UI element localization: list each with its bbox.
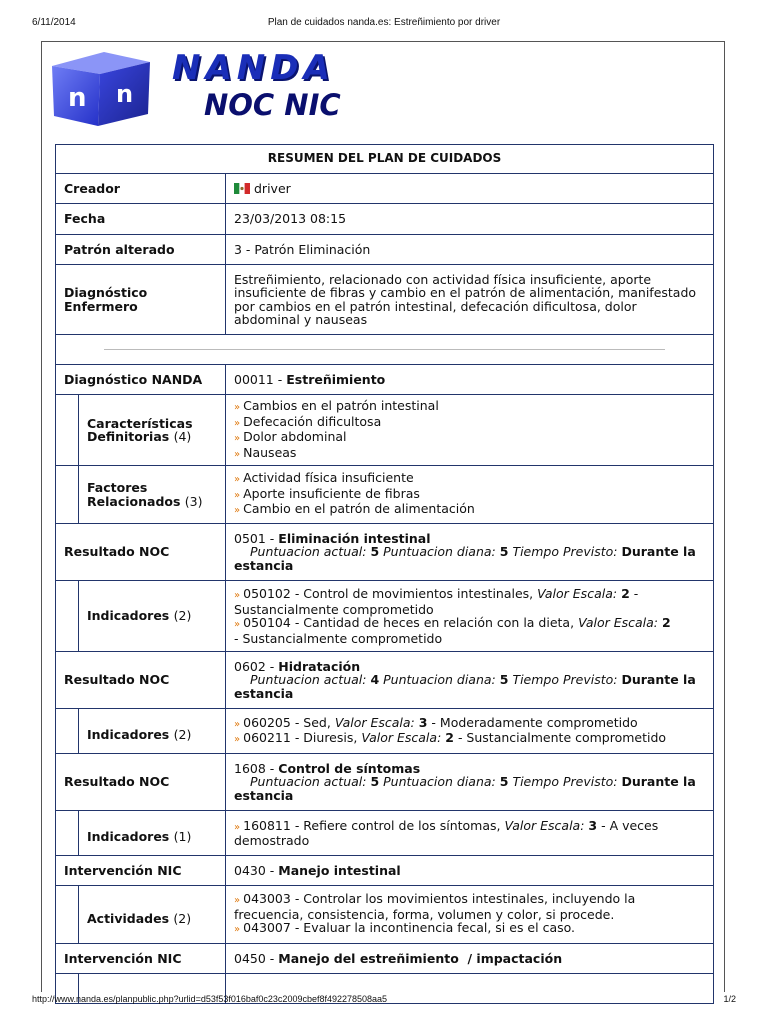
actividades-label: Actividades (2) xyxy=(79,886,226,944)
divider xyxy=(104,349,665,350)
bullet-arrow-icon: » xyxy=(234,505,241,517)
actividades-row xyxy=(56,886,714,944)
indicadores-row xyxy=(56,709,714,754)
intervencion-nic-label: Intervención NIC xyxy=(56,856,226,886)
indicadores-list xyxy=(226,709,714,754)
diag-enfermero-value: Estreñimiento, relacionado con actividad física insuficiente, aporte insuficiente de fibras y cambio en el patrón de alimentación, manifestado por cambios en el patrón intestinal, defecación dificultosa, dolor abdominal y nauseas xyxy=(226,265,714,335)
print-footer xyxy=(0,994,768,1008)
nocnic-wordmark: NOC NIC xyxy=(204,88,341,122)
bullet-arrow-icon: » xyxy=(234,402,241,413)
creador-row xyxy=(56,174,714,204)
caracteristicas-label: Características Definitorias (4) xyxy=(79,395,226,466)
indicadores-list: » 050102 - Control de movimientos intestinales, Valor Escala: 2 - Sustancialmente comprometido » 050104 - Cantidad de heces en relación con la dieta, Valor Escala: 2 - Sustancialmente comprometido xyxy=(226,581,714,652)
list-item: » 050104 - Cantidad de heces en relación con la dieta, Valor Escala: 2 xyxy=(234,615,671,630)
bullet-arrow-icon: » xyxy=(234,821,241,833)
bullet-arrow-icon: » xyxy=(234,590,241,601)
factores-label: Factores Relacionados (3) xyxy=(79,466,226,524)
print-header xyxy=(0,17,768,31)
list-item: » 043003 - Controlar los movimientos intestinales, incluyendo la xyxy=(234,891,636,907)
indicadores-label: Indicadores (2) xyxy=(79,581,226,652)
intervencion-nic-label: Intervención NIC xyxy=(56,944,226,974)
separator-row xyxy=(56,335,714,365)
indicadores-row xyxy=(56,811,714,856)
bullet-arrow-icon: » xyxy=(234,619,241,630)
indicadores-label: Indicadores (1) xyxy=(79,811,226,856)
nanda-label: Diagnóstico NANDA xyxy=(56,365,226,395)
patron-value: 3 - Patrón Eliminación xyxy=(226,235,714,265)
resultado-noc-value: 0602 - Hidratación Puntuacion actual: 4 Puntuacion diana: 5 Tiempo Previsto: Durante la estancia xyxy=(226,652,714,709)
actividades-list: » 043003 - Controlar los movimientos intestinales, incluyendo la frecuencia, consistencia, forma, volumen y color, si procede. » 043007 - Evaluar la incontinencia fecal, si es el caso. xyxy=(226,886,714,944)
intervencion-nic-row xyxy=(56,856,714,886)
factores-row xyxy=(56,466,714,524)
bullet-arrow-icon: » xyxy=(234,895,241,907)
list-item: » Dolor abdominal xyxy=(234,429,347,444)
caracteristicas-list xyxy=(226,395,714,466)
bullet-arrow-icon: » xyxy=(234,489,241,501)
list-item: » Actividad física insuficiente xyxy=(234,470,414,486)
indicadores-row xyxy=(56,581,714,652)
intervencion-nic-row xyxy=(56,944,714,974)
list-item: » 043007 - Evaluar la incontinencia fecal, si es el caso. xyxy=(234,920,576,936)
creador-value-cell xyxy=(226,174,714,204)
separator-cell xyxy=(56,335,714,365)
nanda-value: 00011 - Estreñimiento xyxy=(226,365,714,395)
fecha-value: 23/03/2013 08:15 xyxy=(226,204,714,235)
patron-row xyxy=(56,235,714,265)
mexico-flag-icon xyxy=(234,183,250,194)
nanda-wordmark: NANDA xyxy=(172,48,335,88)
creador-link[interactable]: driver xyxy=(254,180,291,196)
resultado-noc-value: 1608 - Control de síntomas Puntuacion actual: 5 Puntuacion diana: 5 Tiempo Previsto: Durante la estancia xyxy=(226,754,714,811)
cube-letter-left: n xyxy=(68,83,87,113)
bullet-arrow-icon: » xyxy=(234,924,241,936)
print-date: 6/11/2014 xyxy=(32,17,76,28)
table-title: RESUMEN DEL PLAN DE CUIDADOS xyxy=(56,145,714,174)
diag-enfermero-row xyxy=(56,265,714,335)
indicadores-label: Indicadores (2) xyxy=(79,709,226,754)
list-item: » Cambios en el patrón intestinal xyxy=(234,398,439,413)
nanda-logo[interactable] xyxy=(50,48,400,130)
list-item: » 050102 - Control de movimientos intestinales, Valor Escala: 2 - xyxy=(234,586,639,601)
intervencion-nic-value: 0450 - Manejo del estreñimiento / impactación xyxy=(226,944,714,974)
print-url: http://www.nanda.es/planpublic.php?urlid=d53f53f016baf0c23c2009cbef8f492278508aa5 xyxy=(32,994,388,1004)
factores-list xyxy=(226,466,714,524)
resultado-noc-label: Resultado NOC xyxy=(56,754,226,811)
list-item: » Nauseas xyxy=(234,444,297,460)
resultado-noc-row xyxy=(56,524,714,581)
fecha-label: Fecha xyxy=(56,204,226,235)
patron-label: Patrón alterado xyxy=(56,235,226,265)
list-item: » Cambio en el patrón de alimentación xyxy=(234,501,475,517)
creador-label: Creador xyxy=(56,174,226,204)
list-item: » Aporte insuficiente de fibras xyxy=(234,485,420,501)
care-plan-table xyxy=(55,144,714,1004)
list-item: » 060211 - Diuresis, Valor Escala: 2 - Sustancialmente comprometido xyxy=(234,730,667,745)
bullet-arrow-icon: » xyxy=(234,474,241,486)
list-item: » 060205 - Sed, Valor Escala: 3 - Moderadamente comprometido xyxy=(234,714,638,730)
list-item: » 160811 - Refiere control de los síntomas, Valor Escala: 3 - A veces xyxy=(234,817,659,833)
cube-logo-icon xyxy=(50,48,154,128)
diag-enfermero-label: Diagnóstico Enfermero xyxy=(56,265,226,335)
print-title: Plan de cuidados nanda.es: Estreñimiento por driver xyxy=(267,17,501,28)
indicadores-list: » 160811 - Refiere control de los síntomas, Valor Escala: 3 - A veces demostrado xyxy=(226,811,714,856)
resultado-noc-row xyxy=(56,754,714,811)
table-title-row xyxy=(56,145,714,174)
print-page-number: 1/2 xyxy=(723,994,736,1004)
bullet-arrow-icon: » xyxy=(234,433,241,444)
resultado-noc-row xyxy=(56,652,714,709)
bullet-arrow-icon: » xyxy=(234,417,241,429)
resultado-noc-label: Resultado NOC xyxy=(56,652,226,709)
caracteristicas-row xyxy=(56,395,714,466)
bullet-arrow-icon: » xyxy=(234,448,241,460)
cube-letter-right: n xyxy=(116,80,134,108)
resultado-noc-value: 0501 - Eliminación intestinal Puntuacion actual: 5 Puntuacion diana: 5 Tiempo Previsto: Durante la estancia xyxy=(226,524,714,581)
bullet-arrow-icon: » xyxy=(234,718,241,730)
fecha-row xyxy=(56,204,714,235)
nanda-row xyxy=(56,365,714,395)
bullet-arrow-icon: » xyxy=(234,734,241,745)
intervencion-nic-value: 0430 - Manejo intestinal xyxy=(226,856,714,886)
list-item: » Defecación dificultosa xyxy=(234,413,382,429)
resultado-noc-label: Resultado NOC xyxy=(56,524,226,581)
